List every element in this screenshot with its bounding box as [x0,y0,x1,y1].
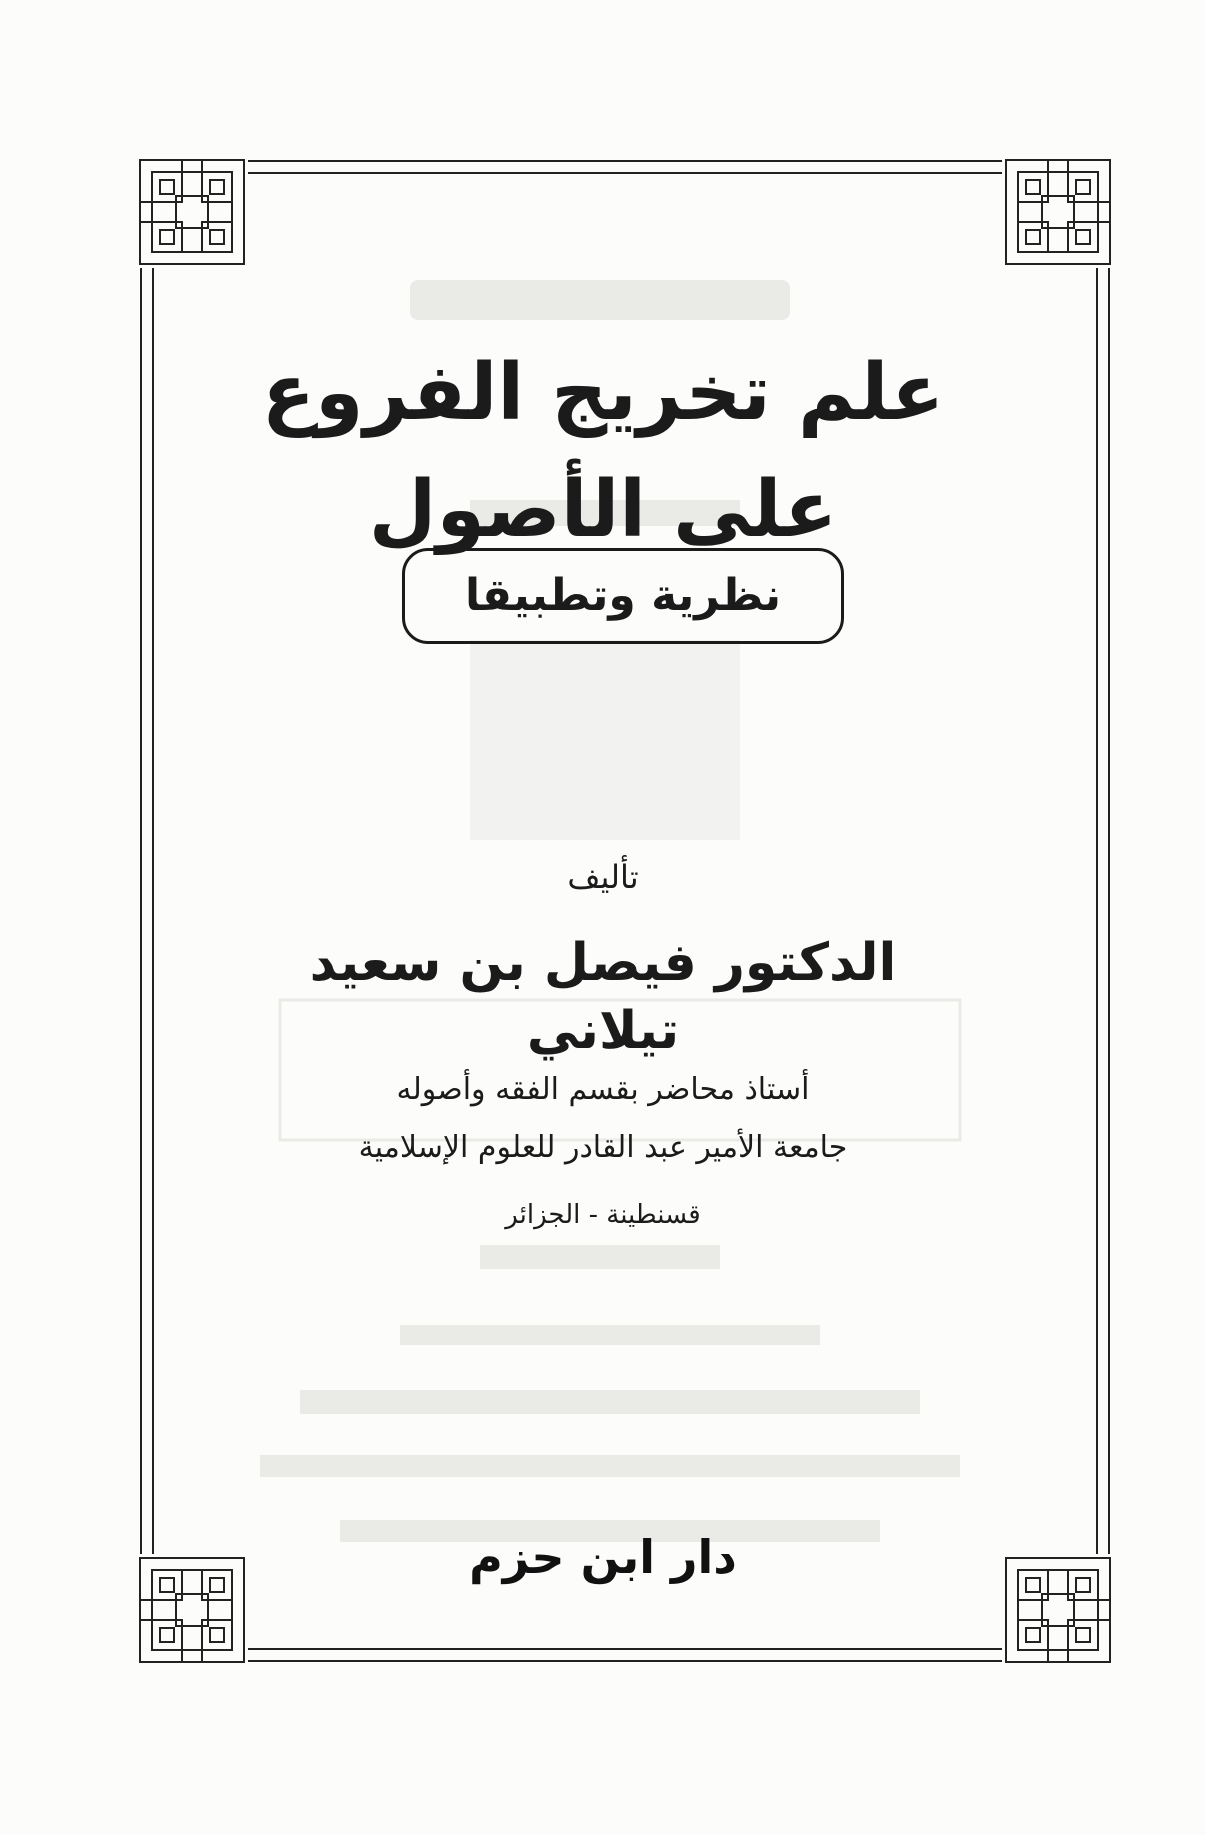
book-subtitle: نظرية وتطبيقا [464,570,782,621]
corner-ornament [136,156,248,268]
corner-ornament [136,1554,248,1666]
publisher-name: دار ابن حزم [469,1530,737,1584]
author-university: جامعة الأمير عبد القادر للعلوم الإسلامية [358,1130,848,1165]
author-name: الدكتور فيصل بن سعيد تيلاني [309,933,897,1061]
corner-ornament [1002,156,1114,268]
author-location: قسنطينة - الجزائر [505,1200,701,1230]
authored-by-label: تأليف [567,858,639,896]
book-title: علم تخريج الفروع على الأصول [261,348,945,555]
author-position: أستاذ محاضر بقسم الفقه وأصوله [396,1072,810,1107]
subtitle-frame [402,548,844,644]
corner-ornament [1002,1554,1114,1666]
